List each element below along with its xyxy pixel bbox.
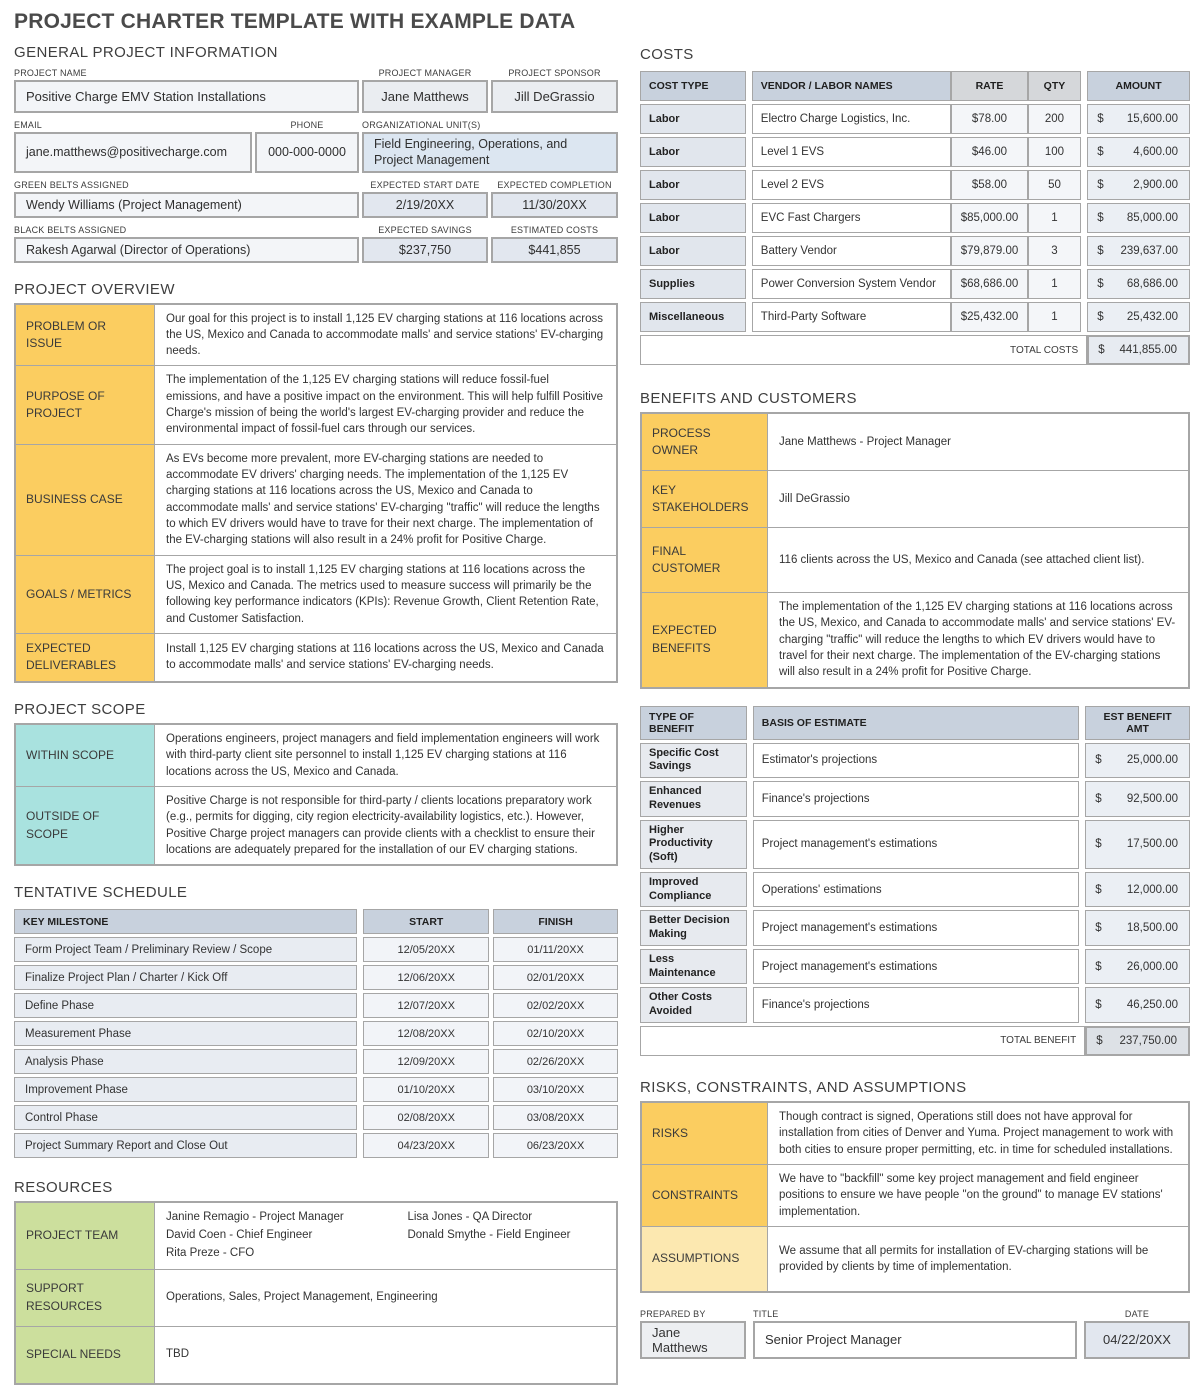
resources-row — [15, 1202, 617, 1269]
start-cell: 12/08/20XX — [363, 1021, 489, 1046]
basis-cell: Project management's estimations — [753, 910, 1079, 946]
currency-symbol: $ — [1095, 754, 1102, 767]
benefit-estimate-row — [640, 820, 1190, 869]
page-title: PROJECT CHARTER TEMPLATE WITH EXAMPLE DATA — [14, 10, 576, 33]
amount-cell — [1087, 302, 1190, 332]
start-cell: 01/10/20XX — [363, 1077, 489, 1102]
benefit-estimate-row — [640, 987, 1190, 1023]
support-resources-label: SUPPORT RESOURCES — [15, 1269, 155, 1326]
general-info-label-row-2 — [14, 120, 618, 130]
costs-row — [640, 269, 1190, 299]
benefit-type-cell: Improved Compliance — [640, 872, 747, 908]
support-resources-cell: Operations, Sales, Project Management, Engineering — [155, 1269, 618, 1326]
expected-start-label: EXPECTED START DATE — [370, 179, 480, 190]
final-customer-cell: 116 clients across the US, Mexico and Canada (see attached client list). — [768, 528, 1190, 593]
schedule-header-row — [14, 909, 618, 934]
benefits-row — [641, 593, 1189, 688]
overview-row-label: PROBLEM OR ISSUE — [15, 304, 155, 366]
team-member: David Coen - Chief Engineer — [166, 1228, 313, 1241]
qty-cell: 3 — [1028, 236, 1081, 266]
amount-value: 18,500.00 — [1126, 922, 1178, 935]
process-owner-cell: Jane Matthews - Project Manager — [768, 413, 1190, 471]
estimated-costs-label: ESTIMATED COSTS — [510, 224, 599, 235]
vendor-cell: Battery Vendor — [752, 236, 951, 266]
prepared-title-field: Senior Project Manager — [753, 1321, 1077, 1359]
general-info-row-4 — [14, 237, 618, 263]
scope-heading: PROJECT SCOPE — [14, 700, 146, 718]
finish-cell: 02/26/20XX — [493, 1049, 618, 1074]
team-member: Rita Preze - CFO — [166, 1246, 255, 1259]
benefit-amount-cell — [1085, 743, 1190, 779]
risks-row — [641, 1102, 1189, 1164]
rate-cell: $25,432.00 — [951, 302, 1028, 332]
currency-symbol: $ — [1095, 922, 1102, 935]
general-info-label-row-4 — [14, 225, 618, 235]
currency-symbol: $ — [1097, 245, 1104, 257]
project-team-cell — [155, 1202, 618, 1269]
currency-symbol: $ — [1095, 838, 1102, 851]
finish-cell: 02/02/20XX — [493, 993, 618, 1018]
benefit-estimate-row — [640, 872, 1190, 908]
amount-value: 25,000.00 — [1126, 754, 1178, 767]
amount-value: 239,637.00 — [1120, 245, 1178, 257]
project-manager-field: Jane Matthews — [362, 80, 488, 113]
currency-symbol: $ — [1097, 278, 1104, 290]
project-name-field: Positive Charge EMV Station Installations — [14, 80, 359, 113]
resources-heading: RESOURCES — [14, 1179, 113, 1197]
milestone-cell: Form Project Team / Preliminary Review / Scope — [14, 937, 357, 962]
schedule-table — [14, 906, 618, 1161]
milestone-cell: Improvement Phase — [14, 1077, 357, 1102]
expected-savings-label: EXPECTED SAVINGS — [378, 224, 472, 235]
basis-cell: Project management's estimations — [753, 949, 1079, 985]
rate-cell: $58.00 — [951, 170, 1028, 200]
project-manager-label: PROJECT MANAGER — [378, 68, 472, 78]
phone-field: 000-000-0000 — [255, 132, 359, 173]
currency-symbol: $ — [1096, 1034, 1103, 1047]
total-costs-label: TOTAL COSTS — [640, 335, 1087, 365]
finish-header: FINISH — [493, 909, 618, 934]
expected-benefits-cell: The implementation of the 1,125 EV charging stations at 116 locations across the US, Mexico, and Canada to accommodate malls' and service stations' EV-charging "traffic" will reduce the lengths to which EV drivers would have to travel for their next charge. The implementation of the EV-charging stations will also result in a 24% profit for Positive Charge. — [768, 593, 1190, 688]
qty-cell: 50 — [1028, 170, 1081, 200]
project-sponsor-label: PROJECT SPONSOR — [508, 68, 601, 78]
overview-row-text: Our goal for this project is to install 1,125 EV charging stations at 116 locations across the US, Mexico and Canada to accommodate malls' and service stations' EV-charging needs. — [155, 304, 618, 366]
project-team-label: PROJECT TEAM — [15, 1202, 155, 1269]
currency-symbol: $ — [1097, 311, 1104, 323]
basis-cell: Project management's estimations — [753, 820, 1079, 869]
cost-type-cell: Supplies — [640, 269, 746, 299]
risks-cell: Though contract is signed, Operations still does not have approval for installation from cities of Denver and Yuma. Project management to work with both cities to ensure proper permitting, etc. in time for scheduled installations. — [768, 1102, 1190, 1164]
overview-row-text: Install 1,125 EV charging stations at 116 locations across the US, Mexico and Canada to accommodate malls' and service stations' EV-charging needs. — [155, 634, 618, 682]
vendor-cell: Level 2 EVS — [752, 170, 951, 200]
milestone-header: KEY MILESTONE — [14, 909, 357, 934]
benefit-type-cell: Specific Cost Savings — [640, 743, 747, 779]
rate-cell: $68,686.00 — [951, 269, 1028, 299]
qty-header: QTY — [1028, 71, 1081, 101]
right-column — [640, 6, 1190, 1385]
org-unit-field: Field Engineering, Operations, and Project Management — [362, 132, 618, 173]
amount-cell — [1087, 203, 1190, 233]
benefits-row — [641, 413, 1189, 471]
team-member: Janine Remagio - Project Manager — [166, 1211, 344, 1224]
email-field: jane.matthews@positivecharge.com — [14, 132, 252, 173]
special-needs-label: SPECIAL NEEDS — [15, 1326, 155, 1384]
costs-total-row — [640, 335, 1190, 365]
amount-value: 85,000.00 — [1126, 212, 1178, 224]
schedule-row — [14, 1021, 618, 1046]
team-member: Donald Smythe - Field Engineer — [407, 1228, 571, 1241]
risks-row — [641, 1164, 1189, 1226]
overview-row — [15, 634, 617, 682]
amount-cell — [1087, 236, 1190, 266]
benefits-table — [640, 412, 1190, 689]
costs-row — [640, 170, 1190, 200]
general-info-label-row-1 — [14, 68, 618, 78]
amount-value: 4,600.00 — [1133, 146, 1178, 158]
benefit-amount-cell — [1085, 872, 1190, 908]
overview-row-label: BUSINESS CASE — [15, 444, 155, 555]
project-team-names — [166, 1209, 605, 1262]
benefit-estimate-row — [640, 910, 1190, 946]
benefit-type-cell: Enhanced Revenues — [640, 781, 747, 817]
org-unit-label: ORGANIZATIONAL UNIT(S) — [362, 120, 481, 130]
schedule-heading: TENTATIVE SCHEDULE — [14, 884, 188, 902]
finish-cell: 02/10/20XX — [493, 1021, 618, 1046]
cost-type-header: COST TYPE — [640, 71, 746, 101]
schedule-row — [14, 965, 618, 990]
benefit-amount-cell — [1085, 987, 1190, 1023]
team-column-1 — [166, 1209, 407, 1262]
milestone-cell: Analysis Phase — [14, 1049, 357, 1074]
currency-symbol: $ — [1095, 999, 1102, 1012]
vendor-cell: Electro Charge Logistics, Inc. — [752, 104, 951, 134]
basis-cell: Finance's projections — [753, 987, 1079, 1023]
cost-type-cell: Labor — [640, 170, 746, 200]
constraints-label: CONSTRAINTS — [641, 1164, 768, 1226]
finish-cell: 01/11/20XX — [493, 937, 618, 962]
overview-table — [14, 303, 618, 683]
cost-type-cell: Labor — [640, 203, 746, 233]
start-cell: 12/07/20XX — [363, 993, 489, 1018]
costs-heading: COSTS — [640, 46, 694, 63]
constraints-cell: We have to "backfill" some key project management and field engineer positions to ensure we have people "on the ground" to manage EV stations' implementation. — [768, 1164, 1190, 1226]
overview-row — [15, 555, 617, 633]
overview-row-label: GOALS / METRICS — [15, 555, 155, 633]
benefit-amount-cell — [1085, 949, 1190, 985]
overview-row-label: PURPOSE OF PROJECT — [15, 366, 155, 444]
currency-symbol: $ — [1095, 883, 1102, 896]
estimated-costs-field: $441,855 — [491, 237, 618, 263]
finish-cell: 03/10/20XX — [493, 1077, 618, 1102]
cost-type-cell: Labor — [640, 104, 746, 134]
expected-completion-field: 11/30/20XX — [491, 192, 618, 218]
amount-cell — [1087, 104, 1190, 134]
schedule-row — [14, 1049, 618, 1074]
cost-type-cell: Labor — [640, 137, 746, 167]
overview-row-text: As EVs become more prevalent, more EV-charging stations are needed to accommodate EV drivers' charging needs. The implementation of the 1,125 EV charging stations at 116 locations across the US, Mexico and Canada to accommodate malls' and service stations' EV-charging "traffic" will reduce the lengths to which EV drivers would have to trave for their next charge. The implementation of the EV-charging stations will also result in a 24% profit for Positive Charge. — [155, 444, 618, 555]
benefit-total-row — [640, 1026, 1190, 1056]
milestone-cell: Define Phase — [14, 993, 357, 1018]
scope-row-label: OUTSIDE OF SCOPE — [15, 786, 155, 865]
schedule-row — [14, 993, 618, 1018]
finish-cell: 06/23/20XX — [493, 1133, 618, 1158]
expected-benefits-label: EXPECTED BENEFITS — [641, 593, 768, 688]
prepared-label-row — [640, 1309, 1190, 1319]
start-cell: 04/23/20XX — [363, 1133, 489, 1158]
project-sponsor-field: Jill DeGrassio — [491, 80, 618, 113]
benefit-amount-cell — [1085, 910, 1190, 946]
currency-symbol: $ — [1098, 344, 1105, 356]
costs-table — [640, 68, 1190, 368]
scope-row-label: WITHIN SCOPE — [15, 724, 155, 786]
start-header: START — [363, 909, 489, 934]
schedule-row — [14, 1077, 618, 1102]
benefits-heading: BENEFITS AND CUSTOMERS — [640, 390, 857, 407]
start-cell: 02/08/20XX — [363, 1105, 489, 1130]
prepared-by-label: PREPARED BY — [640, 1308, 706, 1319]
general-info-row-1 — [14, 80, 618, 113]
scope-row-text: Operations engineers, project managers and field implementation engineers will work with third-party client site personnel to install 1,125 EV charging stations at 116 locations across the US, Mexico and Canada. — [155, 724, 618, 786]
email-label: EMAIL — [14, 120, 43, 130]
expected-completion-label: EXPECTED COMPLETION — [497, 179, 612, 190]
start-cell: 12/09/20XX — [363, 1049, 489, 1074]
benefit-amount-cell — [1085, 820, 1190, 869]
costs-row — [640, 236, 1190, 266]
benefit-estimate-row — [640, 781, 1190, 817]
costs-row — [640, 203, 1190, 233]
amount-value: 15,600.00 — [1126, 113, 1178, 125]
overview-row — [15, 366, 617, 444]
general-info-row-2 — [14, 132, 618, 173]
benefit-type-cell: Other Costs Avoided — [640, 987, 747, 1023]
vendor-cell: Level 1 EVS — [752, 137, 951, 167]
amount-cell — [1087, 137, 1190, 167]
amount-value: 17,500.00 — [1126, 838, 1178, 851]
project-name-label: PROJECT NAME — [14, 68, 87, 78]
total-costs-cell — [1087, 335, 1190, 365]
finish-cell: 02/01/20XX — [493, 965, 618, 990]
amount-value: 26,000.00 — [1126, 960, 1178, 973]
phone-label: PHONE — [290, 120, 324, 130]
currency-symbol: $ — [1097, 113, 1104, 125]
team-column-2 — [407, 1209, 605, 1262]
amount-header: AMOUNT — [1087, 71, 1190, 101]
general-info-row-3 — [14, 192, 618, 218]
date-label: DATE — [1124, 1308, 1150, 1319]
risks-label: RISKS — [641, 1102, 768, 1164]
green-belts-label: GREEN BELTS ASSIGNED — [14, 179, 129, 190]
benefit-type-cell: Less Maintenance — [640, 949, 747, 985]
overview-row — [15, 444, 617, 555]
milestone-cell: Project Summary Report and Close Out — [14, 1133, 357, 1158]
benefits-row — [641, 471, 1189, 528]
basis-cell: Estimator's projections — [753, 743, 1079, 779]
amount-value: 441,855.00 — [1119, 344, 1177, 356]
start-cell: 12/06/20XX — [363, 965, 489, 990]
overview-row-text: The implementation of the 1,125 EV charging stations will reduce fossil-fuel emissions, and have a positive impact on the environment. This will help fulfill Positive Charge's mission of being the world's largest EV-charging provider and reduce the environmental impact of fossil-fuel cars through our services. — [155, 366, 618, 444]
rate-cell: $85,000.00 — [951, 203, 1028, 233]
rate-cell: $79,879.00 — [951, 236, 1028, 266]
scope-row — [15, 786, 617, 865]
risks-heading: RISKS, CONSTRAINTS, AND ASSUMPTIONS — [640, 1078, 967, 1096]
prepared-row — [640, 1321, 1190, 1359]
assumptions-label: ASSUMPTIONS — [641, 1226, 768, 1292]
key-stakeholders-label: KEY STAKEHOLDERS — [641, 471, 768, 528]
vendor-cell: EVC Fast Chargers — [752, 203, 951, 233]
milestone-cell: Measurement Phase — [14, 1021, 357, 1046]
amount-value: 12,000.00 — [1126, 883, 1178, 896]
scope-row — [15, 724, 617, 786]
milestone-cell: Finalize Project Plan / Charter / Kick Off — [14, 965, 357, 990]
vendor-cell: Third-Party Software — [752, 302, 951, 332]
risks-table — [640, 1101, 1190, 1293]
currency-symbol: $ — [1095, 960, 1102, 973]
rate-header: RATE — [951, 71, 1028, 101]
resources-row — [15, 1326, 617, 1384]
amount-value: 92,500.00 — [1126, 792, 1178, 805]
left-column — [14, 6, 618, 1385]
green-belts-field: Wendy Williams (Project Management) — [14, 192, 359, 218]
resources-row — [15, 1269, 617, 1326]
milestone-cell: Control Phase — [14, 1105, 357, 1130]
assumptions-cell: We assume that all permits for installation of EV-charging stations will be provided by clients by time of implementation. — [768, 1226, 1190, 1292]
basis-cell: Operations' estimations — [753, 872, 1079, 908]
est-benefit-amt-header: EST BENEFIT AMT — [1085, 706, 1190, 740]
benefits-row — [641, 528, 1189, 593]
schedule-row — [14, 1105, 618, 1130]
currency-symbol: $ — [1097, 212, 1104, 224]
final-customer-label: FINAL CUSTOMER — [641, 528, 768, 593]
overview-row — [15, 304, 617, 366]
amount-value: 2,900.00 — [1133, 179, 1178, 191]
rate-cell: $78.00 — [951, 104, 1028, 134]
overview-heading: PROJECT OVERVIEW — [14, 280, 175, 298]
scope-row-text: Positive Charge is not responsible for third-party / clients locations preparatory work (e.g., permits for digging, city region electricity-availability logistics, etc.). However, Positive Charge project managers can provide clients with a checklist to ensure their locations are adequately prepared for the installation of our EV charging stations. — [155, 786, 618, 865]
prepared-date-field: 04/22/20XX — [1084, 1321, 1190, 1359]
resources-table — [14, 1201, 618, 1384]
title-label: TITLE — [753, 1308, 779, 1319]
qty-cell: 100 — [1028, 137, 1081, 167]
finish-cell: 03/08/20XX — [493, 1105, 618, 1130]
basis-cell: Finance's projections — [753, 781, 1079, 817]
cost-type-cell: Miscellaneous — [640, 302, 746, 332]
amount-cell — [1087, 170, 1190, 200]
schedule-row — [14, 1133, 618, 1158]
costs-row — [640, 302, 1190, 332]
overview-row-text: The project goal is to install 1,125 EV charging stations at 116 locations across the US, Mexico and Canada. The metrics used to measure success will primarily be the following key performance indicators (KPIs): Revenue Growth, Client Retention Rate, and Customer Satisfaction. — [155, 555, 618, 633]
qty-cell: 200 — [1028, 104, 1081, 134]
type-of-benefit-header: TYPE OF BENEFIT — [640, 706, 747, 740]
currency-symbol: $ — [1095, 792, 1102, 805]
process-owner-label: PROCESS OWNER — [641, 413, 768, 471]
benefit-estimates-table — [640, 703, 1190, 1059]
risks-row — [641, 1226, 1189, 1292]
qty-cell: 1 — [1028, 302, 1081, 332]
black-belts-label: BLACK BELTS ASSIGNED — [14, 224, 127, 235]
basis-of-estimate-header: BASIS OF ESTIMATE — [753, 706, 1079, 740]
team-member: Lisa Jones - QA Director — [407, 1211, 533, 1224]
qty-cell: 1 — [1028, 269, 1081, 299]
currency-symbol: $ — [1097, 146, 1104, 158]
overview-row-label: EXPECTED DELIVERABLES — [15, 634, 155, 682]
prepared-by-field: Jane Matthews — [640, 1321, 746, 1359]
total-benefit-cell — [1085, 1026, 1190, 1056]
special-needs-cell: TBD — [155, 1326, 618, 1384]
amount-cell — [1087, 269, 1190, 299]
amount-value: 237,750.00 — [1119, 1034, 1177, 1047]
benefit-type-cell: Better Decision Making — [640, 910, 747, 946]
black-belts-field: Rakesh Agarwal (Director of Operations) — [14, 237, 359, 263]
start-cell: 12/05/20XX — [363, 937, 489, 962]
amount-value: 68,686.00 — [1126, 278, 1178, 290]
general-info-label-row-3 — [14, 180, 618, 190]
currency-symbol: $ — [1097, 179, 1104, 191]
vendor-header: VENDOR / LABOR NAMES — [752, 71, 951, 101]
amount-value: 25,432.00 — [1126, 311, 1178, 323]
costs-row — [640, 137, 1190, 167]
general-info-heading: GENERAL PROJECT INFORMATION — [14, 44, 278, 61]
costs-row — [640, 104, 1190, 134]
benefit-type-cell: Higher Productivity (Soft) — [640, 820, 747, 869]
cost-type-cell: Labor — [640, 236, 746, 266]
scope-table — [14, 723, 618, 866]
schedule-row — [14, 937, 618, 962]
benefit-estimate-row — [640, 949, 1190, 985]
key-stakeholders-cell: Jill DeGrassio — [768, 471, 1190, 528]
costs-header-row — [640, 71, 1190, 101]
expected-savings-field: $237,750 — [362, 237, 488, 263]
qty-cell: 1 — [1028, 203, 1081, 233]
expected-start-field: 2/19/20XX — [362, 192, 488, 218]
total-benefit-label: TOTAL BENEFIT — [640, 1026, 1085, 1056]
benefit-estimates-header-row — [640, 706, 1190, 740]
vendor-cell: Power Conversion System Vendor — [752, 269, 951, 299]
amount-value: 46,250.00 — [1126, 999, 1178, 1012]
benefit-amount-cell — [1085, 781, 1190, 817]
rate-cell: $46.00 — [951, 137, 1028, 167]
benefit-estimate-row — [640, 743, 1190, 779]
